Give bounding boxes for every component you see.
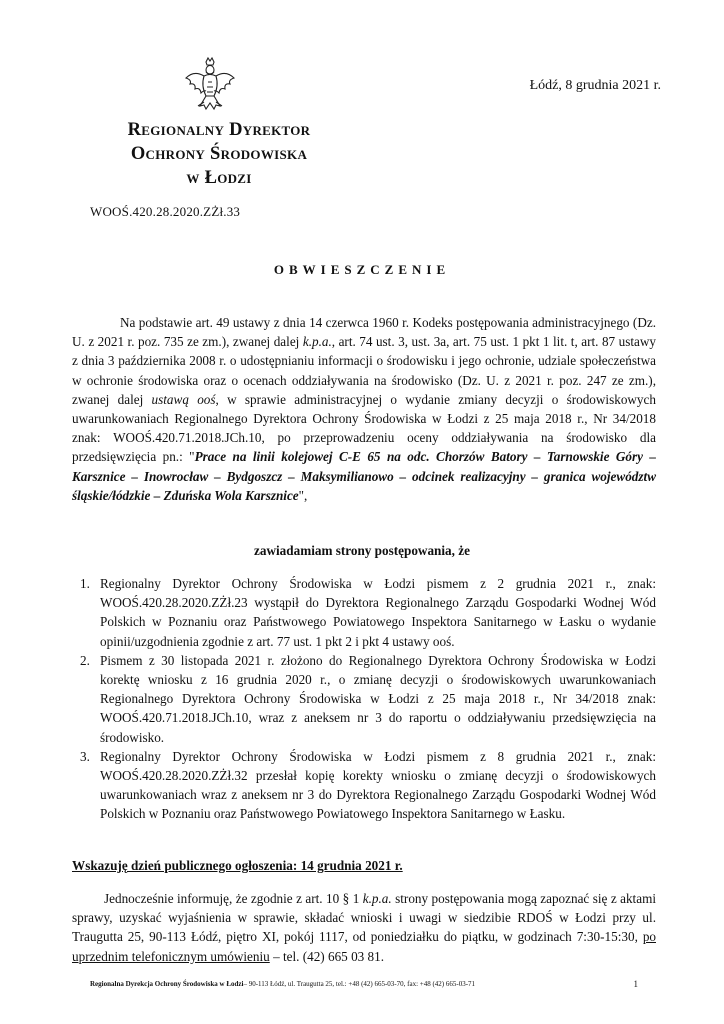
kpa-abbrev: k.p.a. <box>362 891 392 906</box>
intro-text: , w sprawie administracyjnej o wydanie zmiany decyzji o środowiskowych uwarunkowaniach Regionalnego Dyrektora Ochrony Środowiska w Łodzi z 25 maja 2018 r., Nr 34/2018 znak: WOOŚ.420.71.2018.JCh.10, po przeprowadzeniu oceny oddziaływania na środowisko dla przedsięwzięcia pn.: " <box>72 391 656 465</box>
item-text: Pismem z 30 listopada 2021 r. złożono do Regionalnego Dyrektora Ochrony Środowiska w Łodzi korektę wniosku z 16 grudnia 2020 r., o zmianę decyzji o środowiskowych uwarunkowaniach Regionalnego Dyrektora Ochrony Środowiska w Łodzi z 25 maja 2018 r., Nr 34/2018 znak: WOOŚ.420.71.2018.JCh.10, wraz z aneksem nr 3 do raportu o oddziaływaniu przedsięwzięcia na środowisko. <box>100 652 656 745</box>
document-date: Łódź, 8 grudnia 2021 r. <box>529 78 661 93</box>
closing-paragraph <box>72 889 656 966</box>
footer-contact: – 90-113 Łódź, ul. Traugutta 25, tel.: +48 (42) 665-03-70, fax: +48 (42) 665-03-71 <box>243 980 476 988</box>
list-item <box>72 747 656 824</box>
issuer-line: Ochrony Środowiska <box>130 144 308 164</box>
closing-text: Jednocześnie informuję, że zgodnie z art. 10 § 1 <box>104 891 363 906</box>
footer-address <box>90 980 475 988</box>
closing-text: strony postępowania mogą zapoznać się z aktami sprawy, uzyskać wyjaśnienia w sprawie, składać wnioski i uwagi w siedzibie RDOŚ w Łodzi przy ul. Traugutta 25, 90-113 Łódź, piętro XI, pokój 1117, od poniedziałku do piątku, w godzinach 7:30-15:30, <box>72 891 656 945</box>
announcement-date: Wskazuję dzień publicznego ogłoszenia: 14 grudnia 2021 r. <box>72 858 403 873</box>
polish-eagle-icon <box>182 56 238 118</box>
item-text: Regionalny Dyrektor Ochrony Środowiska w Łodzi pismem z 2 grudnia 2021 r., znak: WOOŚ.420.28.2020.ZŻł.23 wystąpił do Dyrektora Regionalnego Zarządu Gospodarki Wodnej Wód Polskich w Poznaniu oraz Państwowego Powiatowego Inspektora Sanitarnego w Łasku o wydanie opinii/uzgodnienia zgodnie z art. 77 ust. 1 pkt 2 i pkt 4 ustawy ooś. <box>100 576 656 649</box>
project-name: Prace na linii kolejowej C-E 65 na odc. Chorzów Batory – Tarnowskie Góry – Karsznice – Inowrocław – Bydgoszcz – Maksymilianowo – odcinek realizacyjny – granica województw śląskie/łódzkie – Zduńska Wola Karsznice <box>72 449 656 503</box>
intro-text: ", <box>298 487 308 503</box>
intro-text: , art. 74 ust. 3, ust. 3a, art. 75 ust. 1 pkt 1 lit. t, art. 87 ustawy z dnia 3 października 2008 r. o udostępnianiu informacji o środowisku i jego ochronie, udziale społeczeństwa w ochronie środowiska oraz o ocenach oddziaływania na środowisko (Dz. U. z 2021 r. poz. 247 ze zm.), zwanej dalej <box>72 334 656 407</box>
issuer-line: w Łodzi <box>186 168 252 188</box>
intro-paragraph <box>72 313 656 505</box>
issuer-name <box>84 118 354 190</box>
issuer-line: Regionalny Dyrektor <box>127 120 311 140</box>
item-number: 1. <box>80 576 90 591</box>
footer-org: Regionalna Dyrekcja Ochrony Środowiska w Łodzi <box>90 980 244 988</box>
notify-heading: zawiadamiam strony postępowania, że <box>254 543 470 558</box>
kpa-abbrev: k.p.a. <box>302 334 332 350</box>
intro-text: Na podstawie art. 49 ustawy z dnia 14 czerwca 1960 r. Kodeks postępowania administracyjnego (Dz. U. z 2021 r. poz. 735 ze zm.), zwanej dalej <box>72 315 656 350</box>
appointment-note: po uprzednim telefonicznym umówieniu <box>72 929 656 964</box>
notice-list <box>72 574 656 824</box>
page-number: 1 <box>633 979 638 989</box>
item-number: 3. <box>80 748 90 764</box>
closing-text: – tel. (42) 665 03 81. <box>269 948 385 964</box>
item-text: Regionalny Dyrektor Ochrony Środowiska w Łodzi pismem z 8 grudnia 2021 r., znak: WOOŚ.420.28.2020.ZŻł.32 przesłał kopię korekty wniosku o zmianę decyzji o środowiskowych uwarunkowaniach wraz z aneksem nr 3 do Dyrektora Regionalnego Zarządu Gospodarki Wodnej Wód Polskich w Poznaniu oraz Państwowego Powiatowego Inspektora Sanitarnego w Łasku. <box>100 748 656 822</box>
reference-number: WOOŚ.420.28.2020.ZŻł.33 <box>90 204 241 219</box>
ustawa-oos-abbrev: ustawą ooś <box>151 391 216 407</box>
item-number: 2. <box>80 652 90 668</box>
list-item <box>72 574 656 651</box>
document-title: OBWIESZCZENIE <box>273 262 451 277</box>
list-item <box>72 651 656 747</box>
